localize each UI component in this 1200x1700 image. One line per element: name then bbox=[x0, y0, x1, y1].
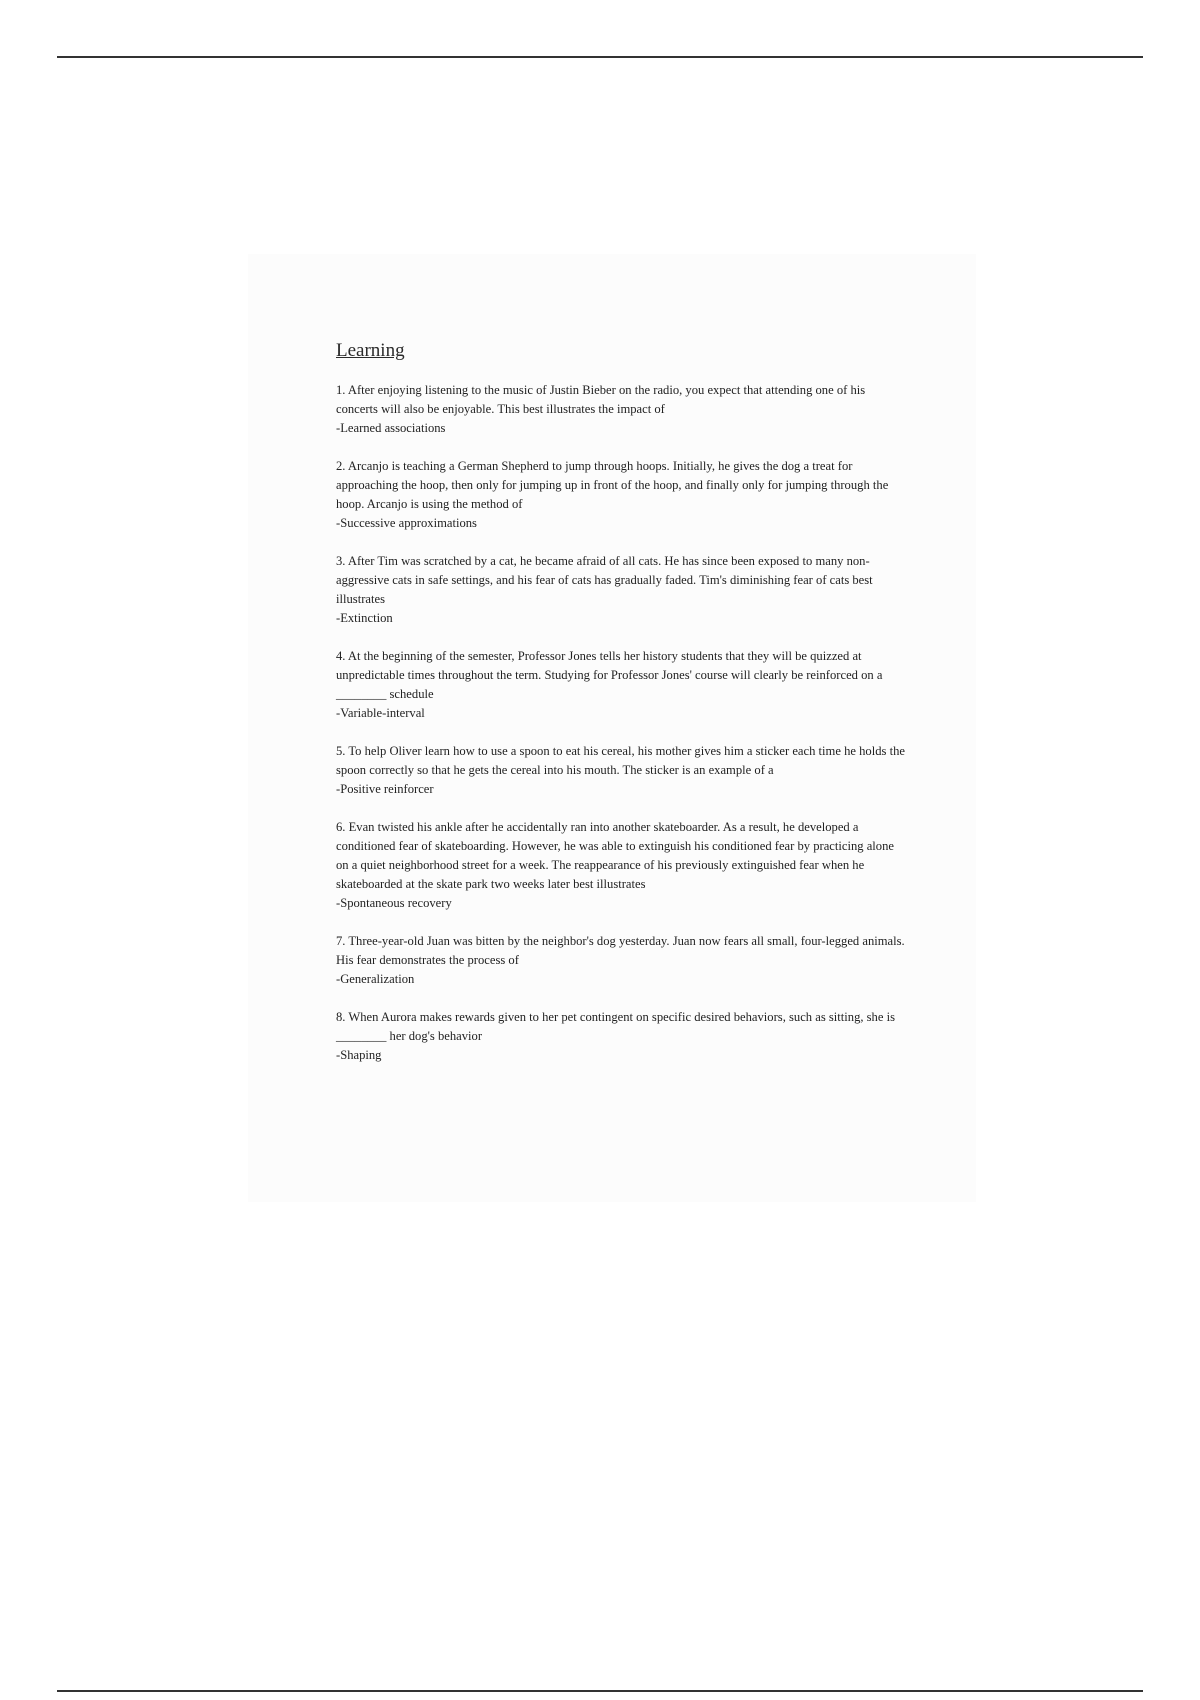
question-5 bbox=[336, 742, 906, 799]
document-title: Learning bbox=[336, 340, 405, 361]
question-answer: -Variable-interval bbox=[336, 706, 425, 720]
question-text: 1. After enjoying listening to the music of Justin Bieber on the radio, you expect that attending one of his concerts will also be enjoyable. This best illustrates the impact of bbox=[336, 383, 866, 416]
question-answer: -Extinction bbox=[336, 611, 393, 625]
top-divider bbox=[57, 56, 1143, 58]
question-2 bbox=[336, 457, 906, 533]
question-text: 5. To help Oliver learn how to use a spoon to eat his cereal, his mother gives him a sticker each time he holds the spoon correctly so that he gets the cereal into his mouth. The sticker is an example of a bbox=[336, 744, 905, 777]
document-content bbox=[336, 338, 906, 1084]
question-answer: -Positive reinforcer bbox=[336, 782, 434, 796]
question-text: 7. Three-year-old Juan was bitten by the neighbor's dog yesterday. Juan now fears all small, four-legged animals. His fear demonstrates the process of bbox=[336, 934, 905, 967]
bottom-divider bbox=[57, 1690, 1143, 1692]
question-text: 2. Arcanjo is teaching a German Shepherd to jump through hoops. Initially, he gives the dog a treat for approaching the hoop, then only for jumping up in front of the hoop, and finally only for jumping through the hoop. Arcanjo is using the method of bbox=[336, 459, 889, 511]
question-answer: -Spontaneous recovery bbox=[336, 896, 452, 910]
question-text: 8. When Aurora makes rewards given to her pet contingent on specific desired behaviors, such as sitting, she is ________ her dog's behavior bbox=[336, 1010, 895, 1043]
question-4 bbox=[336, 647, 906, 723]
question-text: 6. Evan twisted his ankle after he accidentally ran into another skateboarder. As a result, he developed a conditioned fear of skateboarding. However, he was able to extinguish his conditioned fear by practicing alone on a quiet neighborhood street for a week. The reappearance of his previously extinguished fear when he skateboarded at the skate park two weeks later best illustrates bbox=[336, 820, 894, 891]
question-answer: -Shaping bbox=[336, 1048, 382, 1062]
question-3 bbox=[336, 552, 906, 628]
question-7 bbox=[336, 932, 906, 989]
question-text: 3. After Tim was scratched by a cat, he became afraid of all cats. He has since been exposed to many non-aggressive cats in safe settings, and his fear of cats has gradually faded. Tim's diminishing fear of cats best illustrates bbox=[336, 554, 873, 606]
question-answer: -Learned associations bbox=[336, 421, 446, 435]
question-text: 4. At the beginning of the semester, Professor Jones tells her history students that they will be quizzed at unpredictable times throughout the term. Studying for Professor Jones' course will clearly be reinforced on a ________ schedule bbox=[336, 649, 883, 701]
question-1 bbox=[336, 381, 906, 438]
question-6 bbox=[336, 818, 906, 913]
question-8 bbox=[336, 1008, 906, 1065]
question-answer: -Successive approximations bbox=[336, 516, 477, 530]
question-answer: -Generalization bbox=[336, 972, 415, 986]
